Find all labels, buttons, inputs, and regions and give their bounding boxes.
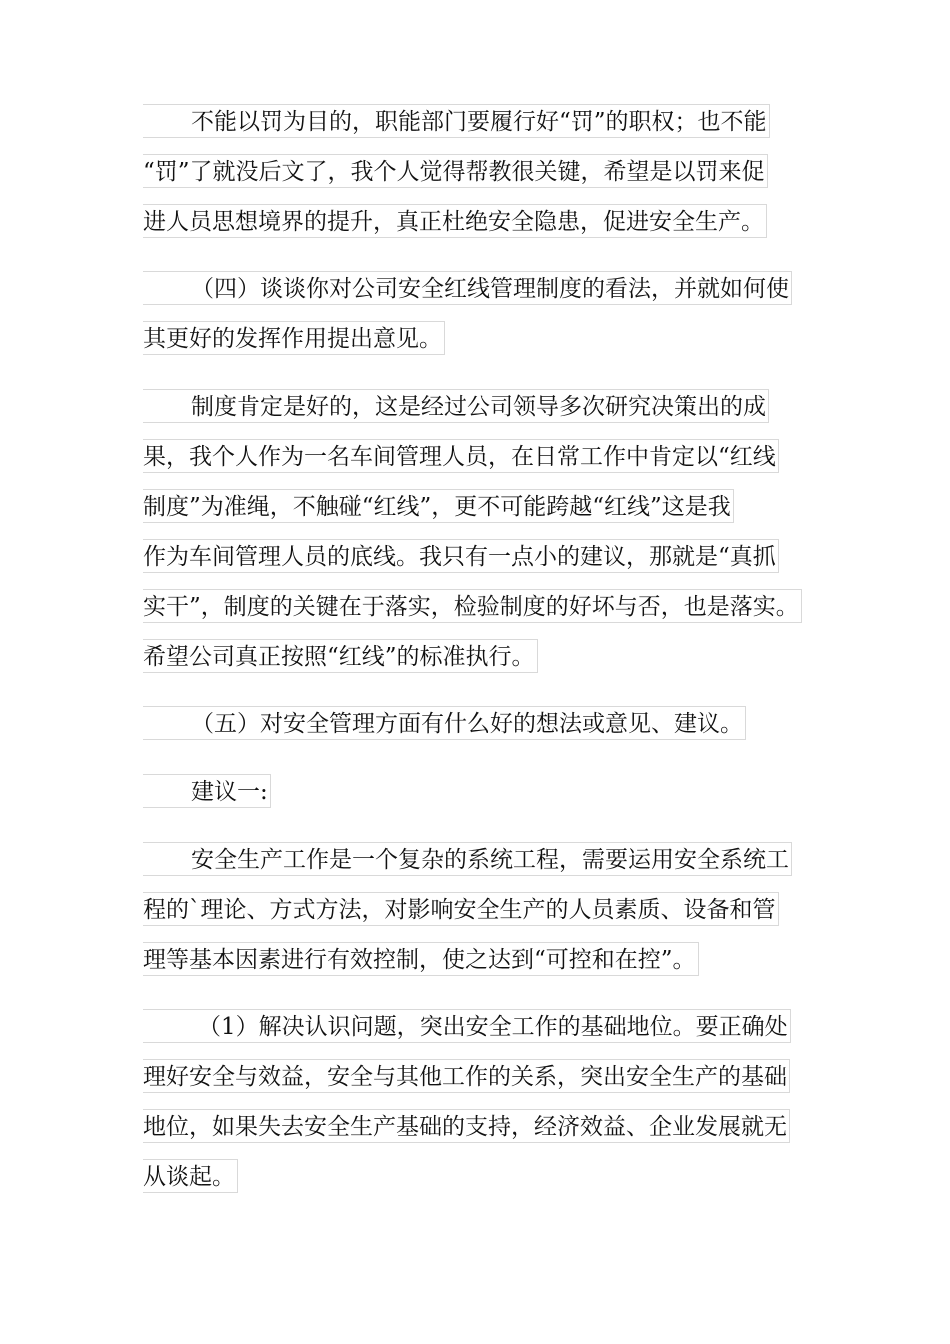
paragraph-3-line-1: 制度肯定是好的，这是经过公司领导多次研究决策出的成 <box>143 389 769 423</box>
paragraph-6-line-2: 程的`理论、方式方法，对影响安全生产的人员素质、设备和管 <box>143 892 779 926</box>
paragraph-2-line-2: 其更好的发挥作用提出意见。 <box>143 321 445 355</box>
paragraph-7-line-1: （1）解决认识问题，突出安全工作的基础地位。要正确处 <box>143 1009 791 1043</box>
paragraph-2-line-1: （四）谈谈你对公司安全红线管理制度的看法，并就如何使 <box>143 271 792 305</box>
paragraph-3-line-2: 果，我个人作为一名车间管理人员，在日常工作中肯定以“红线 <box>143 439 779 473</box>
paragraph-4-line-1: （五）对安全管理方面有什么好的想法或意见、建议。 <box>143 706 746 740</box>
paragraph-6-line-3: 理等基本因素进行有效控制，使之达到“可控和在控”。 <box>143 942 699 976</box>
paragraph-6-line-1: 安全生产工作是一个复杂的系统工程，需要运用安全系统工 <box>143 842 792 876</box>
paragraph-3-line-4: 作为车间管理人员的底线。我只有一点小的建议，那就是“真抓 <box>143 539 779 573</box>
paragraph-3-line-6: 希望公司真正按照“红线”的标准执行。 <box>143 639 538 673</box>
paragraph-7-line-4: 从谈起。 <box>143 1159 238 1193</box>
paragraph-7-line-2: 理好安全与效益，安全与其他工作的关系，突出安全生产的基础 <box>143 1059 790 1093</box>
paragraph-3-line-5: 实干”，制度的关键在于落实，检验制度的好坏与否，也是落实。 <box>143 589 802 623</box>
paragraph-1-line-3: 进人员思想境界的提升，真正杜绝安全隐患，促进安全生产。 <box>143 204 767 238</box>
paragraph-3-line-3: 制度”为准绳，不触碰“红线”，更不可能跨越“红线”这是我 <box>143 489 734 523</box>
paragraph-7-line-3: 地位，如果失去安全生产基础的支持，经济效益、企业发展就无 <box>143 1109 790 1143</box>
paragraph-1-line-2: “罚”了就没后文了，我个人觉得帮教很关键，希望是以罚来促 <box>143 154 768 188</box>
paragraph-5-line-1: 建议一: <box>143 774 271 808</box>
paragraph-1-line-1: 不能以罚为目的，职能部门要履行好“罚”的职权；也不能 <box>143 104 770 138</box>
